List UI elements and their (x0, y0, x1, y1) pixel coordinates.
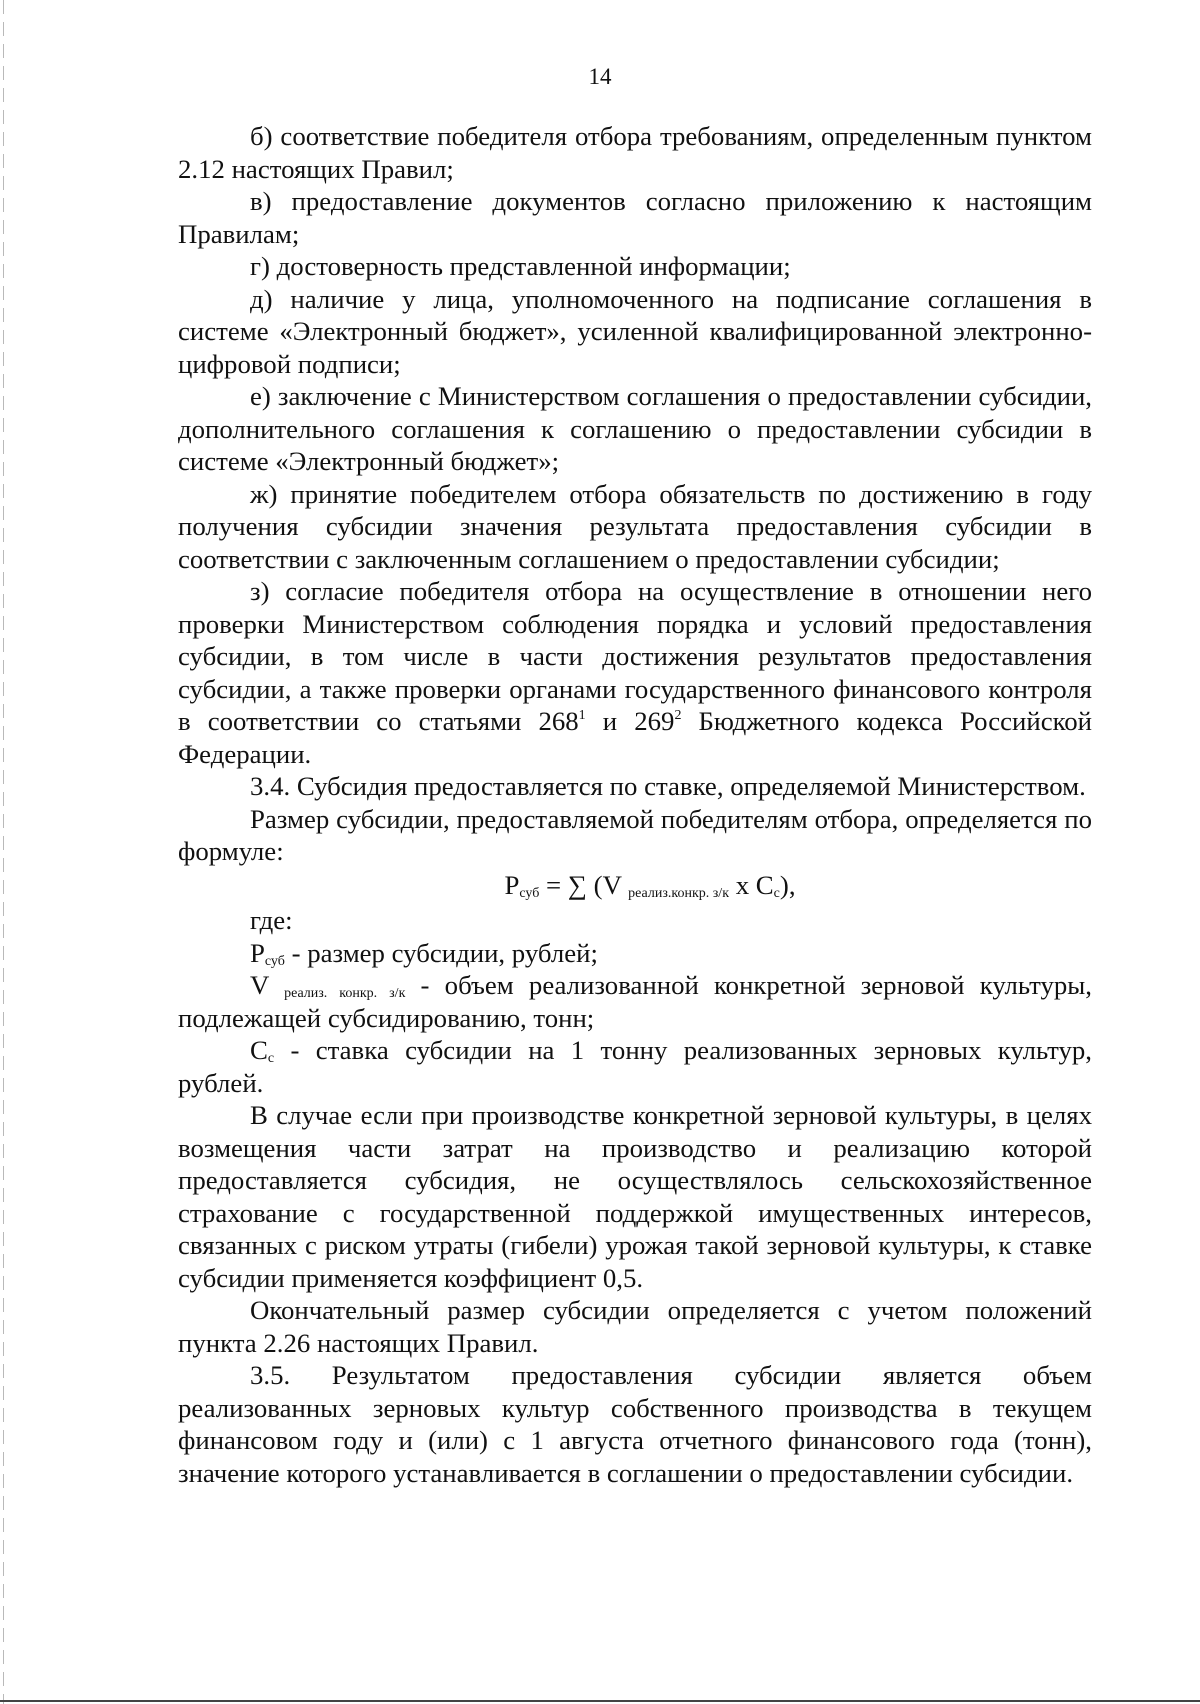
definition-c-subscript: с (267, 1051, 275, 1066)
paragraph-z-text-3: Бюджетного кодекса Российской Федерации. (178, 706, 1093, 769)
definition-v-subscript: реализ. конкр. з/к (284, 986, 406, 1001)
formula-c-subscript: с (773, 885, 780, 901)
paragraph-v: в) предоставление документов согласно приложению к настоящим Правилам; (178, 186, 1092, 249)
scan-edge-left (3, 0, 4, 1704)
footnote-superscript-2: 2 (674, 708, 682, 723)
footnote-superscript-1: 1 (578, 708, 586, 723)
definition-c-text: - ставка субсидии на 1 тонну реализованных зерновых культур, рублей. (178, 1035, 1092, 1098)
formula-p-subscript: суб (519, 885, 540, 901)
definition-v-symbol: V (250, 970, 285, 1000)
formula-eq-sum: = ∑ (V (539, 869, 629, 900)
paragraph-b: б) соответствие победителя отбора требованиям, определенным пунктом 2.12 настоящих Правил; (178, 121, 1092, 184)
definition-p (178, 937, 1092, 970)
formula-v-subscript: реализ.конкр. з/к (628, 885, 729, 901)
definition-v (178, 969, 1092, 1034)
scan-edge-bottom (0, 1700, 1200, 1702)
definition-c (178, 1034, 1092, 1099)
definition-p-symbol: Р (250, 937, 265, 968)
paragraph-size-intro: Размер субсидии, предоставляемой победителям отбора, определяется по формуле: (178, 803, 1092, 866)
definition-p-text: - размер субсидии, рублей; (284, 937, 598, 968)
paragraph-where: где: (250, 905, 293, 935)
paragraph-3-5: 3.5. Результатом предоставления субсидии является объем реализованных зерновых культур собственного производства в текущем финансовом году и (или) с 1 августа отчетного финансового года (тонн), значение которого устанавливается в соглашении о предоставлении субсидии. (178, 1360, 1092, 1488)
formula-close: ), (779, 869, 796, 900)
subsidy-formula (178, 869, 1092, 902)
paragraph-final-size: Окончательный размер субсидии определяется с учетом положений пункта 2.26 настоящих Правил. (178, 1295, 1092, 1358)
paragraph-z-text-1: з) согласие победителя отбора на осуществление в отношении него проверки Министерством соблюдения порядка и условий предоставления субсидии, в том числе в части достижения результатов предоставления субсидии, а также проверки органами государственного финансового контроля в соответствии со статьями 268 (178, 576, 1092, 736)
paragraph-d: д) наличие у лица, уполномоченного на подписание соглашения в системе «Электронный бюджет», усиленной квалифицированной электронно-цифровой подписи; (178, 283, 1092, 379)
formula-p: Р (504, 869, 520, 900)
document-body (178, 120, 1092, 1489)
formula-x-c: х С (729, 869, 774, 900)
paragraph-zh: ж) принятие победителем отбора обязательств по достижению в году получения субсидии значения результата предоставления субсидии в соответствии с заключенным соглашением о предоставлении субсидии; (178, 478, 1092, 574)
paragraph-g: г) достоверность представленной информации; (250, 251, 791, 281)
paragraph-insurance-coefficient: В случае если при производстве конкретной зерновой культуры, в целях возмещения части затрат на производство и реализацию которой предоставляется субсидия, не осуществлялось сельскохозяйственное страхование с государственной поддержкой имущественных интересов, связанных с риском утраты (гибели) урожая такой зерновой культуры, к ставке субсидии применяется коэффициент 0,5. (178, 1100, 1092, 1293)
page-number: 14 (588, 64, 612, 89)
paragraph-e: е) заключение с Министерством соглашения о предоставлении субсидии, дополнительного соглашения к соглашению о предоставлении субсидии в системе «Электронный бюджет»; (178, 381, 1092, 476)
paragraph-z (178, 575, 1092, 770)
definition-c-symbol: С (250, 1035, 268, 1065)
paragraph-3-4: 3.4. Субсидия предоставляется по ставке, определяемой Министерством. (250, 771, 1086, 801)
paragraph-z-text-2: и 269 (585, 706, 675, 736)
definition-p-subscript: суб (264, 953, 285, 969)
definition-v-text: - объем реализованной конкретной зерновой культуры, подлежащей субсидированию, тонн; (178, 970, 1092, 1033)
